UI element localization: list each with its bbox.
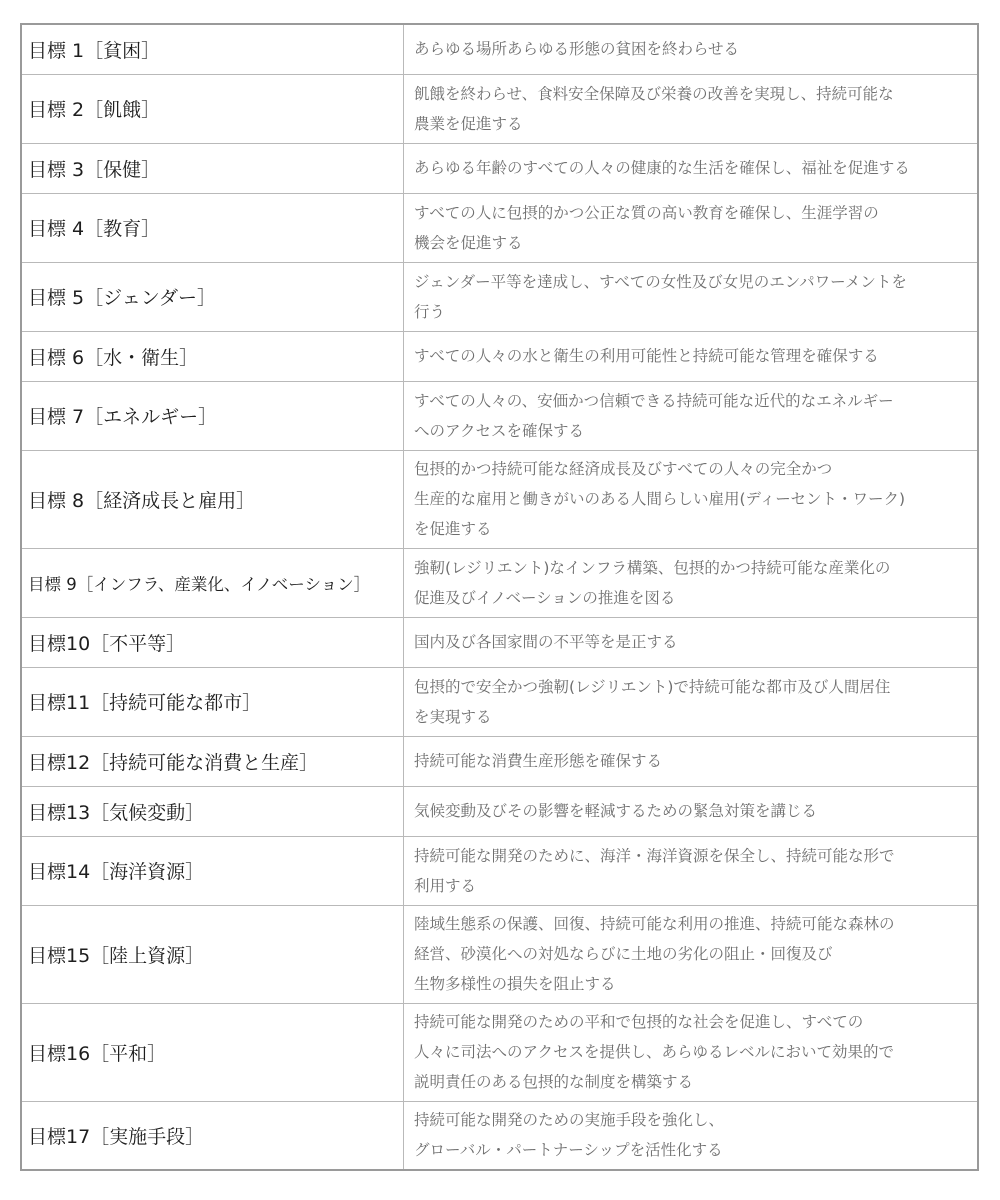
goal-row [21, 617, 978, 667]
goal-label: 目標16［平和］ [21, 1003, 404, 1101]
goal-row [21, 143, 978, 193]
goal-description [404, 905, 979, 1003]
goal-description [404, 667, 979, 736]
goal-row [21, 74, 978, 143]
goal-row [21, 262, 978, 331]
goal-label: 目標13［気候変動］ [21, 786, 404, 836]
goal-description-line: すべての人々の、安価かつ信頼できる持続可能な近代的なエネルギー [414, 391, 894, 410]
goal-label: 目標11［持続可能な都市］ [21, 667, 404, 736]
goal-description-line: へのアクセスを確保する [414, 421, 585, 440]
goal-description [404, 450, 979, 548]
goal-row [21, 786, 978, 836]
goal-label: 目標 8［経済成長と雇用］ [21, 450, 404, 548]
goal-description-line: 経営、砂漠化への対処ならびに土地の劣化の阻止・回復及び [414, 945, 833, 963]
goal-description [404, 381, 979, 450]
goal-row [21, 1003, 978, 1101]
goal-description-line: ジェンダー平等を達成し、すべての女性及び女児のエンパワーメントを [414, 272, 907, 291]
goal-description-line: を促進する [414, 520, 492, 538]
goal-label: 目標 1［貧困］ [21, 24, 404, 74]
goal-label: 目標 3［保健］ [21, 143, 404, 193]
goal-label: 目標 9［インフラ、産業化、イノベーション］ [21, 548, 404, 617]
goal-label: 目標10［不平等］ [21, 617, 404, 667]
goal-description-line: 持続可能な消費生産形態を確保する [414, 752, 663, 770]
goal-row [21, 548, 978, 617]
goal-description-line: 農業を促進する [414, 114, 523, 133]
goal-label: 目標 2［飢餓］ [21, 74, 404, 143]
goal-row [21, 905, 978, 1003]
goal-description [404, 143, 979, 193]
goal-rows [21, 24, 978, 1170]
goal-description-line: 説明責任のある包摂的な制度を構築する [414, 1073, 694, 1091]
goal-label: 目標12［持続可能な消費と生産］ [21, 736, 404, 786]
goal-row [21, 24, 978, 74]
goal-row [21, 736, 978, 786]
goal-row [21, 450, 978, 548]
goal-label: 目標 5［ジェンダー］ [21, 262, 404, 331]
goal-row [21, 381, 978, 450]
goal-description-line: すべての人に包摂的かつ公正な質の高い教育を確保し、生涯学習の [414, 203, 879, 222]
goal-description-line: 持続可能な開発のための平和で包摂的な社会を促進し、すべての [414, 1013, 864, 1031]
goal-label: 目標 4［教育］ [21, 193, 404, 262]
goal-description-line: 人々に司法へのアクセスを提供し、あらゆるレベルにおいて効果的で [414, 1043, 895, 1061]
goal-description-line: あらゆる場所あらゆる形態の貧困を終わらせる [414, 40, 740, 59]
goal-description-line: 持続可能な開発のために、海洋・海洋資源を保全し、持続可能な形で [414, 846, 895, 865]
goal-label: 目標 6［水・衛生］ [21, 331, 404, 381]
goal-description-line: 飢餓を終わらせ、食料安全保障及び栄養の改善を実現し、持続可能な [414, 84, 894, 103]
goal-description [404, 786, 979, 836]
goal-description-line: を実現する [414, 707, 492, 726]
goal-description-line: 機会を促進する [414, 233, 523, 252]
goal-label: 目標15［陸上資源］ [21, 905, 404, 1003]
goal-description [404, 1101, 979, 1170]
goal-description [404, 74, 979, 143]
goal-description [404, 736, 979, 786]
goal-label: 目標 7［エネルギー］ [21, 381, 404, 450]
goal-description-line: すべての人々の水と衛生の利用可能性と持続可能な管理を確保する [414, 347, 879, 365]
goal-row [21, 331, 978, 381]
sdg-goals-table [20, 23, 979, 1171]
goal-description [404, 1003, 979, 1101]
goal-description-line: 気候変動及びその影響を軽減するための緊急対策を講じる [414, 802, 818, 820]
goal-label: 目標14［海洋資源］ [21, 836, 404, 905]
goal-description [404, 262, 979, 331]
goal-description-line: 生物多様性の損失を阻止する [414, 975, 616, 993]
goal-label: 目標17［実施手段］ [21, 1101, 404, 1170]
goal-description-line: 促進及びイノベーションの推進を図る [414, 588, 676, 607]
goal-description-line: 生産的な雇用と働きがいのある人間らしい雇用(ディーセント・ワーク) [414, 490, 906, 508]
goal-description [404, 836, 979, 905]
goal-description-line: 持続可能な開発のための実施手段を強化し、 [414, 1111, 725, 1130]
goal-description-line: 包摂的で安全かつ強靭(レジリエント)で持続可能な都市及び人間居住 [414, 677, 891, 696]
goal-row [21, 1101, 978, 1170]
goal-description-line: 利用する [414, 876, 477, 895]
goal-description-line: 行う [414, 302, 446, 321]
goal-description [404, 548, 979, 617]
goal-row [21, 193, 978, 262]
goal-description [404, 24, 979, 74]
goal-row [21, 667, 978, 736]
goal-description [404, 331, 979, 381]
goal-description-line: あらゆる年齢のすべての人々の健康的な生活を確保し、福祉を促進する [414, 159, 910, 177]
goal-row [21, 836, 978, 905]
goal-description-line: 国内及び各国家間の不平等を是正する [414, 633, 678, 651]
goal-description [404, 193, 979, 262]
goal-description-line: グローバル・パートナーシップを活性化する [414, 1141, 723, 1160]
goal-description-line: 陸域生態系の保護、回復、持続可能な利用の推進、持続可能な森林の [414, 915, 895, 933]
goal-description-line: 強靭(レジリエント)なインフラ構築、包摂的かつ持続可能な産業化の [414, 558, 891, 577]
goal-description [404, 617, 979, 667]
goal-description-line: 包摂的かつ持続可能な経済成長及びすべての人々の完全かつ [414, 460, 833, 478]
